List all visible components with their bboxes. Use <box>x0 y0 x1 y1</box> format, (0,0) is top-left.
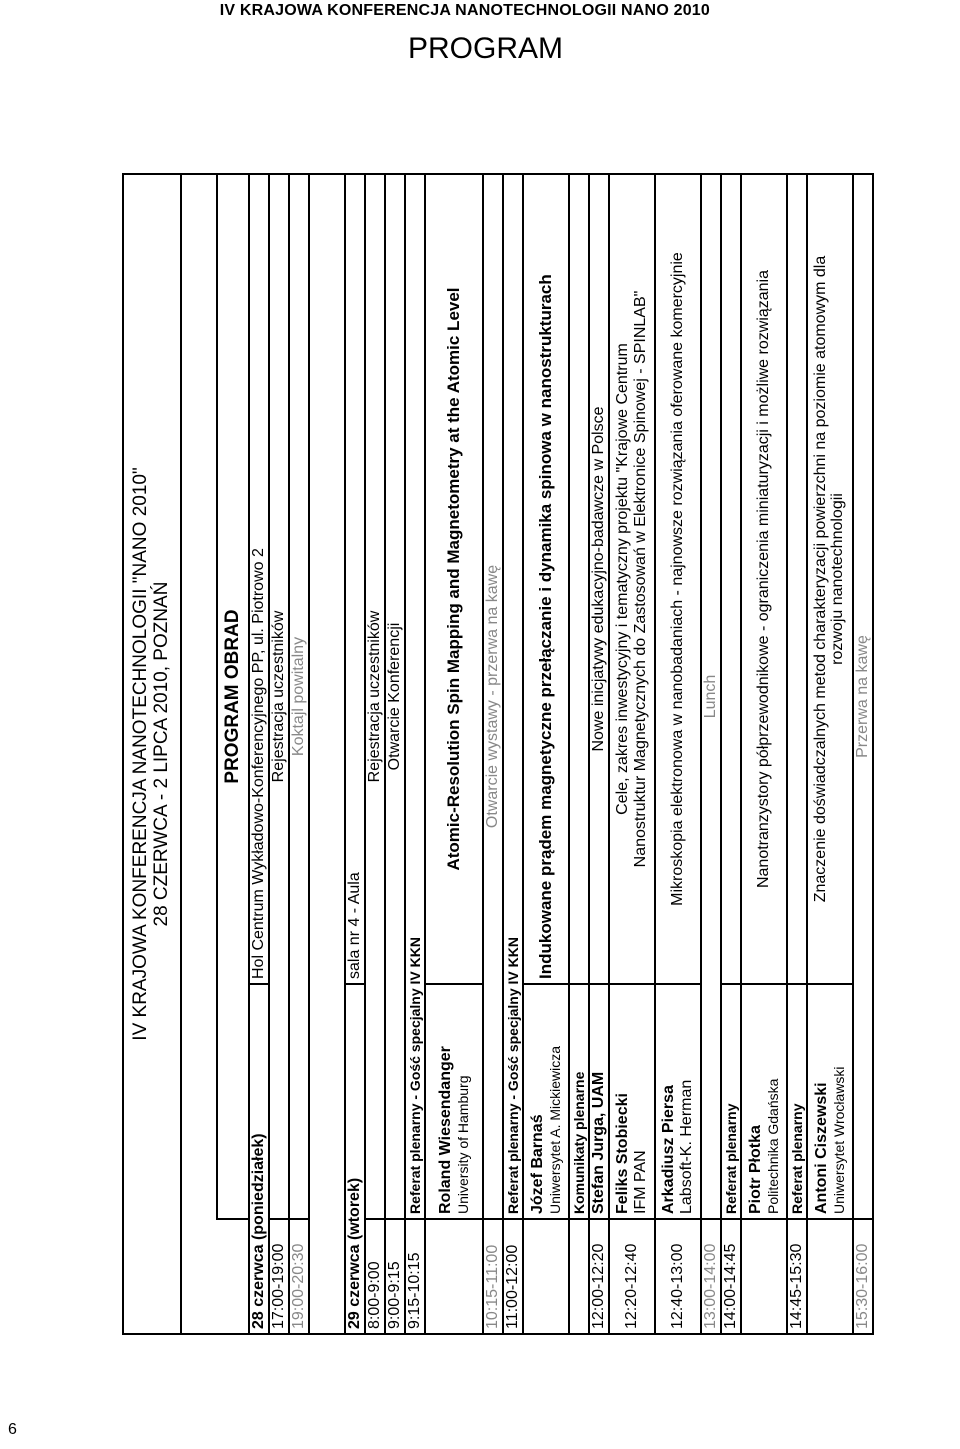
speaker-name: Feliks Stobiecki <box>614 1093 631 1214</box>
talk-title: Atomic-Resolution Spin Mapping and Magnetometry at the Atomic Level <box>425 174 483 984</box>
table-title-line1: IV KRAJOWA KONFERENCJA NANOTECHNOLOGII "NANO 2010" <box>130 467 152 1041</box>
speaker-cell <box>523 984 569 1219</box>
time-cell: 13:00-14:00 <box>701 1219 721 1334</box>
talk-title <box>609 174 655 984</box>
speaker-cell <box>655 984 701 1219</box>
speaker-name: Stefan Jurga, UAM <box>589 984 609 1219</box>
session-desc: Otwarcie Konferencji <box>385 174 405 1219</box>
speaker-affiliation: Uniwersytet Wrocławski <box>831 1066 847 1214</box>
time-cell: 12:00-12:20 <box>589 1219 609 1334</box>
day2-location: sala nr 4 - Aula <box>345 174 365 984</box>
speaker-cell <box>741 984 787 1219</box>
time-cell: 14:00-14:45 <box>721 1219 741 1334</box>
session-desc: Otwarcie wystawy - przerwa na kawę <box>483 174 503 1219</box>
talk-title: Nanotranzystory półprzewodnikowe - ograniczenia miniaturyzacji i możliwe rozwiązania <box>741 174 787 984</box>
talk-title-line2: Nanostruktur Magnetycznych do Zastosowań w Elektronice Spinowej - SPINLAB" <box>632 290 649 868</box>
speaker-name: Piotr Płotka <box>747 1125 764 1214</box>
time-cell: 8:00-9:00 <box>365 1219 385 1334</box>
session-desc: Rejestracja uczestników <box>365 174 385 1219</box>
speaker-affiliation: Uniwersytet A. Mickiewicza <box>547 1045 563 1214</box>
plenary-label: Referat plenarny <box>787 984 807 1219</box>
page-title: PROGRAM <box>408 32 564 65</box>
talk-title-line1: Znaczenie doświadczalnych metod charakteryzacji powierzchni na poziomie atomowym dla <box>812 255 830 903</box>
page-header: IV KRAJOWA KONFERENCJA NANOTECHNOLOGII NANO 2010 <box>219 2 710 19</box>
speaker-affiliation: Politechnika Gdańska <box>765 1078 781 1214</box>
session-desc: Koktajl powitalny <box>289 174 309 1219</box>
speaker-cell <box>609 984 655 1219</box>
day2-label: 29 czerwca (wtorek) <box>345 984 365 1334</box>
time-cell: 10:15-11:00 <box>483 1219 503 1334</box>
time-cell: 9:00-9:15 <box>385 1219 405 1334</box>
plenary-label: Referat plenarny <box>721 984 741 1219</box>
time-cell: 15:30-16:00 <box>853 1219 873 1334</box>
speaker-name: Arkadiusz Piersa <box>660 1085 677 1214</box>
talk-title: Nowe inicjatywy edukacyjno-badawcze w Polsce <box>589 174 609 984</box>
time-cell: 17:00-19:00 <box>269 1219 289 1334</box>
program-heading: PROGRAM OBRAD <box>217 174 249 1219</box>
talk-title: Indukowane prądem magnetyczne przełączanie i dynamika spinowa w nanostrukturach <box>523 174 569 984</box>
speaker-cell <box>807 984 853 1219</box>
plenary-label: Referat plenarny - Gość specjalny IV KKN <box>503 174 523 1219</box>
speaker-affiliation: IFM PAN <box>632 1150 649 1214</box>
talk-title <box>807 174 853 984</box>
talk-title-line2: rozwoju nanotechnologii <box>829 493 846 665</box>
day1-label: 28 czerwca (poniedziałek) <box>249 984 269 1334</box>
speaker-affiliation: University of Hamburg <box>455 1075 471 1214</box>
speaker-cell <box>425 984 483 1219</box>
time-cell: 12:40-13:00 <box>655 1219 701 1334</box>
plenary-label: Referat plenarny - Gość specjalny IV KKN <box>405 174 425 1219</box>
session-desc: Rejestracja uczestników <box>269 174 289 1219</box>
time-cell: 11:00-12:00 <box>503 1219 523 1334</box>
session-desc: Lunch <box>701 174 721 1219</box>
speaker-affiliation: Labsoft-K. Herman <box>678 1079 695 1214</box>
time-cell: 19:00-20:30 <box>289 1219 309 1334</box>
program-table <box>122 173 874 1335</box>
time-cell: 14:45-15:30 <box>787 1219 807 1334</box>
talk-title: Mikroskopia elektronowa w nanobadaniach - najnowsze rozwiązania oferowane komercyjnie <box>655 174 701 984</box>
session-desc: Przerwa na kawę <box>853 174 873 1219</box>
time-cell: 12:20-12:40 <box>609 1219 655 1334</box>
speaker-name: Antoni Ciszewski <box>813 1082 830 1214</box>
time-cell: 9:15-10:15 <box>405 1219 425 1334</box>
table-title-line2: 28 CZERWCA - 2 LIPCA 2010, POZNAŃ <box>151 581 172 927</box>
page-number: 6 <box>8 1421 17 1438</box>
speaker-name: Roland Wiesendanger <box>437 1046 454 1214</box>
speaker-name: Józef Barnaś <box>529 1114 546 1214</box>
table-title <box>123 174 181 1334</box>
day1-location: Hol Centrum Wykładowo-Konferencyjnego PP, ul. Piotrowo 2 <box>249 174 269 984</box>
komunikaty-label: Komunikaty plenarne <box>569 984 589 1219</box>
talk-title-line1: Cele, zakres inwestycyjny i tematyczny projektu "Krajowe Centrum <box>614 343 631 815</box>
program-table-rotated <box>122 175 871 1335</box>
